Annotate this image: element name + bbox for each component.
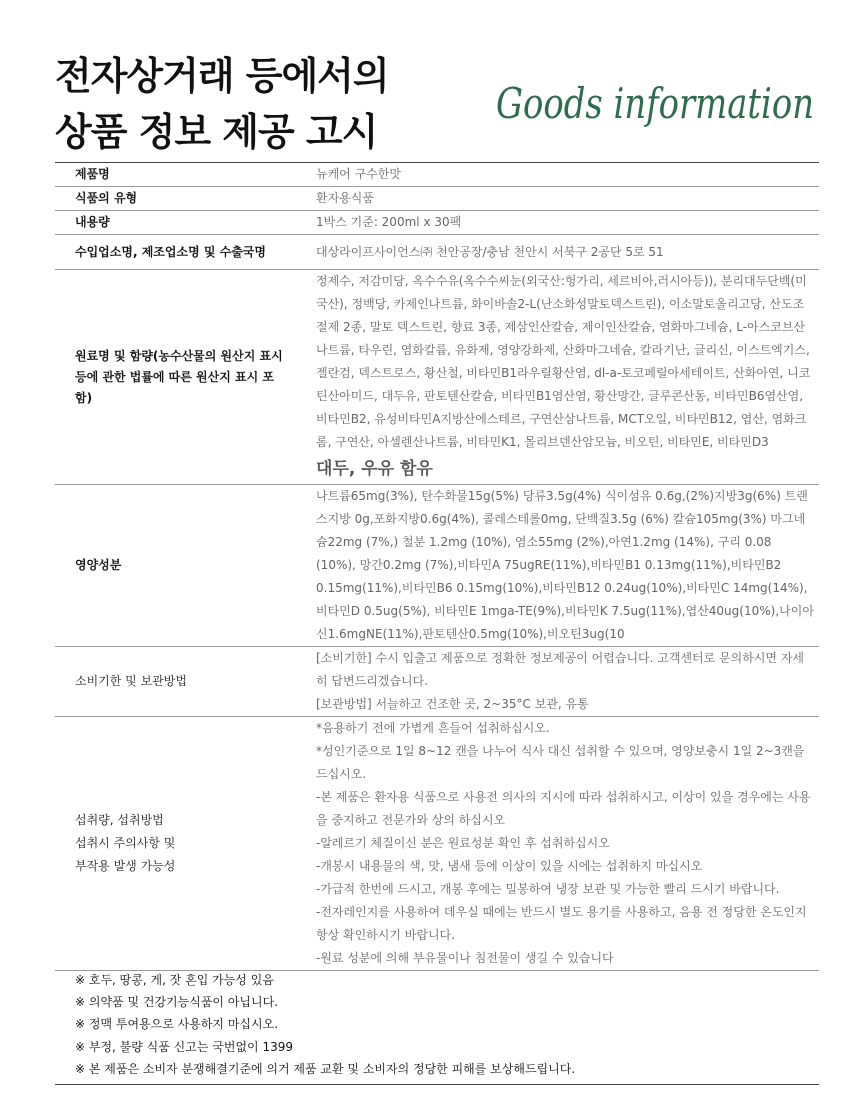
row-value: 나트륨65mg(3%), 탄수화물15g(5%) 당류3.5g(4%) 식이섬유 0.6g,(2%)지방3g(6%) 트랜스지방 0g,포화지방0.6g(4%), 콜레스테롤0mg, 단백질3.5g (6%) 칼슘105mg(3%) 마그네슘22mg (7%,) 철분 1.2mg (10%), 염소55mg (2%),아연1.2mg (14%), 구리 0.08 (10%), 망간0.2mg (7%),비타민A 75ugRE(11%),비타민B1 0.13mg(11%),비타민B2 0.15mg(11%),비타민B6 0.15mg(10%),비타민B12 0.24ug(10%),비타민C 14mg(14%),비타민D 0.5ug(5%), 비타민E 1mga-TE(9%),비타민K 7.5ug(11%),엽산40ug(10%),나이아신1.6mgNE(11%),판토텐산0.5mg(10%),비오틴3ug(10 — [316, 489, 814, 641]
usage-line: -전자레인지를 사용하여 데우실 때에는 반드시 별도 용기를 사용하고, 음용 전 정당한 온도인지 항상 확인하시기 바랍니다. — [316, 905, 807, 942]
table-row-maker — [55, 235, 819, 270]
row-value — [293, 717, 819, 971]
table-row-nutrition — [55, 485, 819, 647]
ingredients-text: 정제수, 저감미당, 옥수수유(옥수수씨눈(외국산:헝가리, 세르비아,러시아등)), 분리대두단백(미국산), 정백당, 카제인나트륨, 화이바솔2-L(난소화성말토덱스트린), 이소말토올리고당, 산도조절제 2종, 말토 덱스트린, 향료 3종, 제삼인산칼슘, 제이인산칼슘, 염화마그네슘, L-아스코브산나트륨, 타우린, 염화칼륨, 유화제, 영양강화제, 산화마그네슘, 칼라기난, 글리신, 이스트엑기스, 젤란검, 덱스트로스, 황산철, 비타민B1라우릴황산염, dl-a-토코페릴아세테이트, 산화아연, 니코틴산아미드, 대두유, 판토텐산칼슘, 비타민B1염산염, 황산망간, 글루콘산동, 비타민B6염산염, 비타민B2, 유성비타민A지방산에스테르, 구연산삼나트륨, MCT오일, 비타민B12, 엽산, 염화크롬, 구연산, 아셀렌산나트륨, 비타민K1, 몰리브덴산암모늄, 비오틴, 비타민E, 비타민D3 — [316, 274, 811, 449]
allergen-notice: 대두, 우유 함유 — [316, 459, 433, 479]
table-row-ingredients — [55, 270, 819, 485]
usage-line: -알레르기 체질이신 분은 원료성분 확인 후 섭취하십시오 — [316, 836, 610, 850]
row-value — [293, 647, 819, 717]
usage-line: -개봉시 내용물의 색, 맛, 냄새 등에 이상이 있을 시에는 섭취하지 마십시오 — [316, 859, 703, 873]
row-value: 환자용식품 — [316, 191, 374, 205]
notice-line: ※ 부정, 불량 식품 신고는 국번없이 1399 — [75, 1039, 293, 1054]
row-label — [55, 717, 293, 971]
script-text: Goods information — [496, 79, 814, 128]
notice-line: ※ 본 제품은 소비자 분쟁해결기준에 의거 제품 교환 및 소비자의 정당한 피해를 보상해드립니다. — [75, 1061, 576, 1076]
page-title-line-2: 상품 정보 제공 고시 — [55, 110, 378, 154]
page-title-line-1: 전자상거래 등에서의 — [55, 54, 389, 98]
row-label: 영양성분 — [75, 558, 122, 572]
row-value: 1박스 기준: 200ml x 30팩 — [316, 215, 462, 229]
usage-line: -본 제품은 환자용 식품으로 사용전 의사의 지시에 따라 섭취하시고, 이상이 있을 경우에는 사용을 중지하고 전문가와 상의 하십시오 — [316, 790, 811, 827]
table-row-food-type — [55, 187, 819, 211]
notice-line: ※ 의약품 및 건강기능식품이 아닙니다. — [75, 995, 279, 1010]
row-label: 식품의 유형 — [75, 191, 138, 205]
table-row-usage — [55, 717, 819, 971]
goods-information-script-heading — [490, 52, 820, 142]
row-label: 내용량 — [75, 215, 110, 229]
row-label: 수입업소명, 제조업소명 및 수출국명 — [75, 244, 266, 259]
usage-label-line: 섭취량, 섭취방법 — [75, 813, 164, 827]
usage-line: *성인기준으로 1일 8~12 캔을 나누어 식사 대신 섭취할 수 있으며, 영양보충시 1일 2~3캔을 드십시오. — [316, 744, 805, 781]
row-label: 원료명 및 함량(농수산물의 원산지 표시 등에 관한 법률에 따른 원산지 표시 포함) — [75, 348, 283, 405]
usage-line: *음용하기 전에 가볍게 흔들어 섭취하십시오. — [316, 721, 550, 735]
usage-label-line: 부작용 발생 가능성 — [75, 859, 176, 873]
notice-line: ※ 정맥 투여용으로 사용하지 마십시오. — [75, 1017, 279, 1032]
table-row-volume — [55, 211, 819, 235]
page-title — [55, 48, 389, 160]
notice-box — [55, 967, 819, 1085]
product-info-table — [55, 162, 819, 971]
row-value — [293, 270, 819, 485]
row-label: 소비기한 및 보관방법 — [75, 674, 187, 688]
row-value: 대상라이프사이언스㈜ 천안공장/충남 천안시 서북구 2공단 5로 51 — [316, 244, 664, 259]
table-row-storage — [55, 647, 819, 717]
row-label: 제품명 — [75, 167, 110, 181]
usage-line: -원료 성분에 의해 부유물이나 침전물이 생길 수 있습니다 — [316, 951, 614, 965]
storage-line: [소비기한] 수시 입출고 제품으로 정확한 정보제공이 어렵습니다. 고객센터로 문의하시면 자세히 답변드리겠습니다. — [316, 651, 805, 688]
usage-label-line: 섭취시 주의사항 및 — [75, 836, 176, 850]
notice-line: ※ 호두, 땅콩, 게, 잣 혼입 가능성 있음 — [75, 973, 274, 987]
row-value: 뉴케어 구수한맛 — [316, 167, 401, 181]
storage-line: [보관방법] 서늘하고 건조한 곳, 2~35°C 보관, 유통 — [316, 697, 589, 711]
table-row-product-name — [55, 163, 819, 187]
usage-line: -가급적 한번에 드시고, 개봉 후에는 밀봉하여 냉장 보관 및 가능한 빨리 드시기 바랍니다. — [316, 882, 780, 896]
